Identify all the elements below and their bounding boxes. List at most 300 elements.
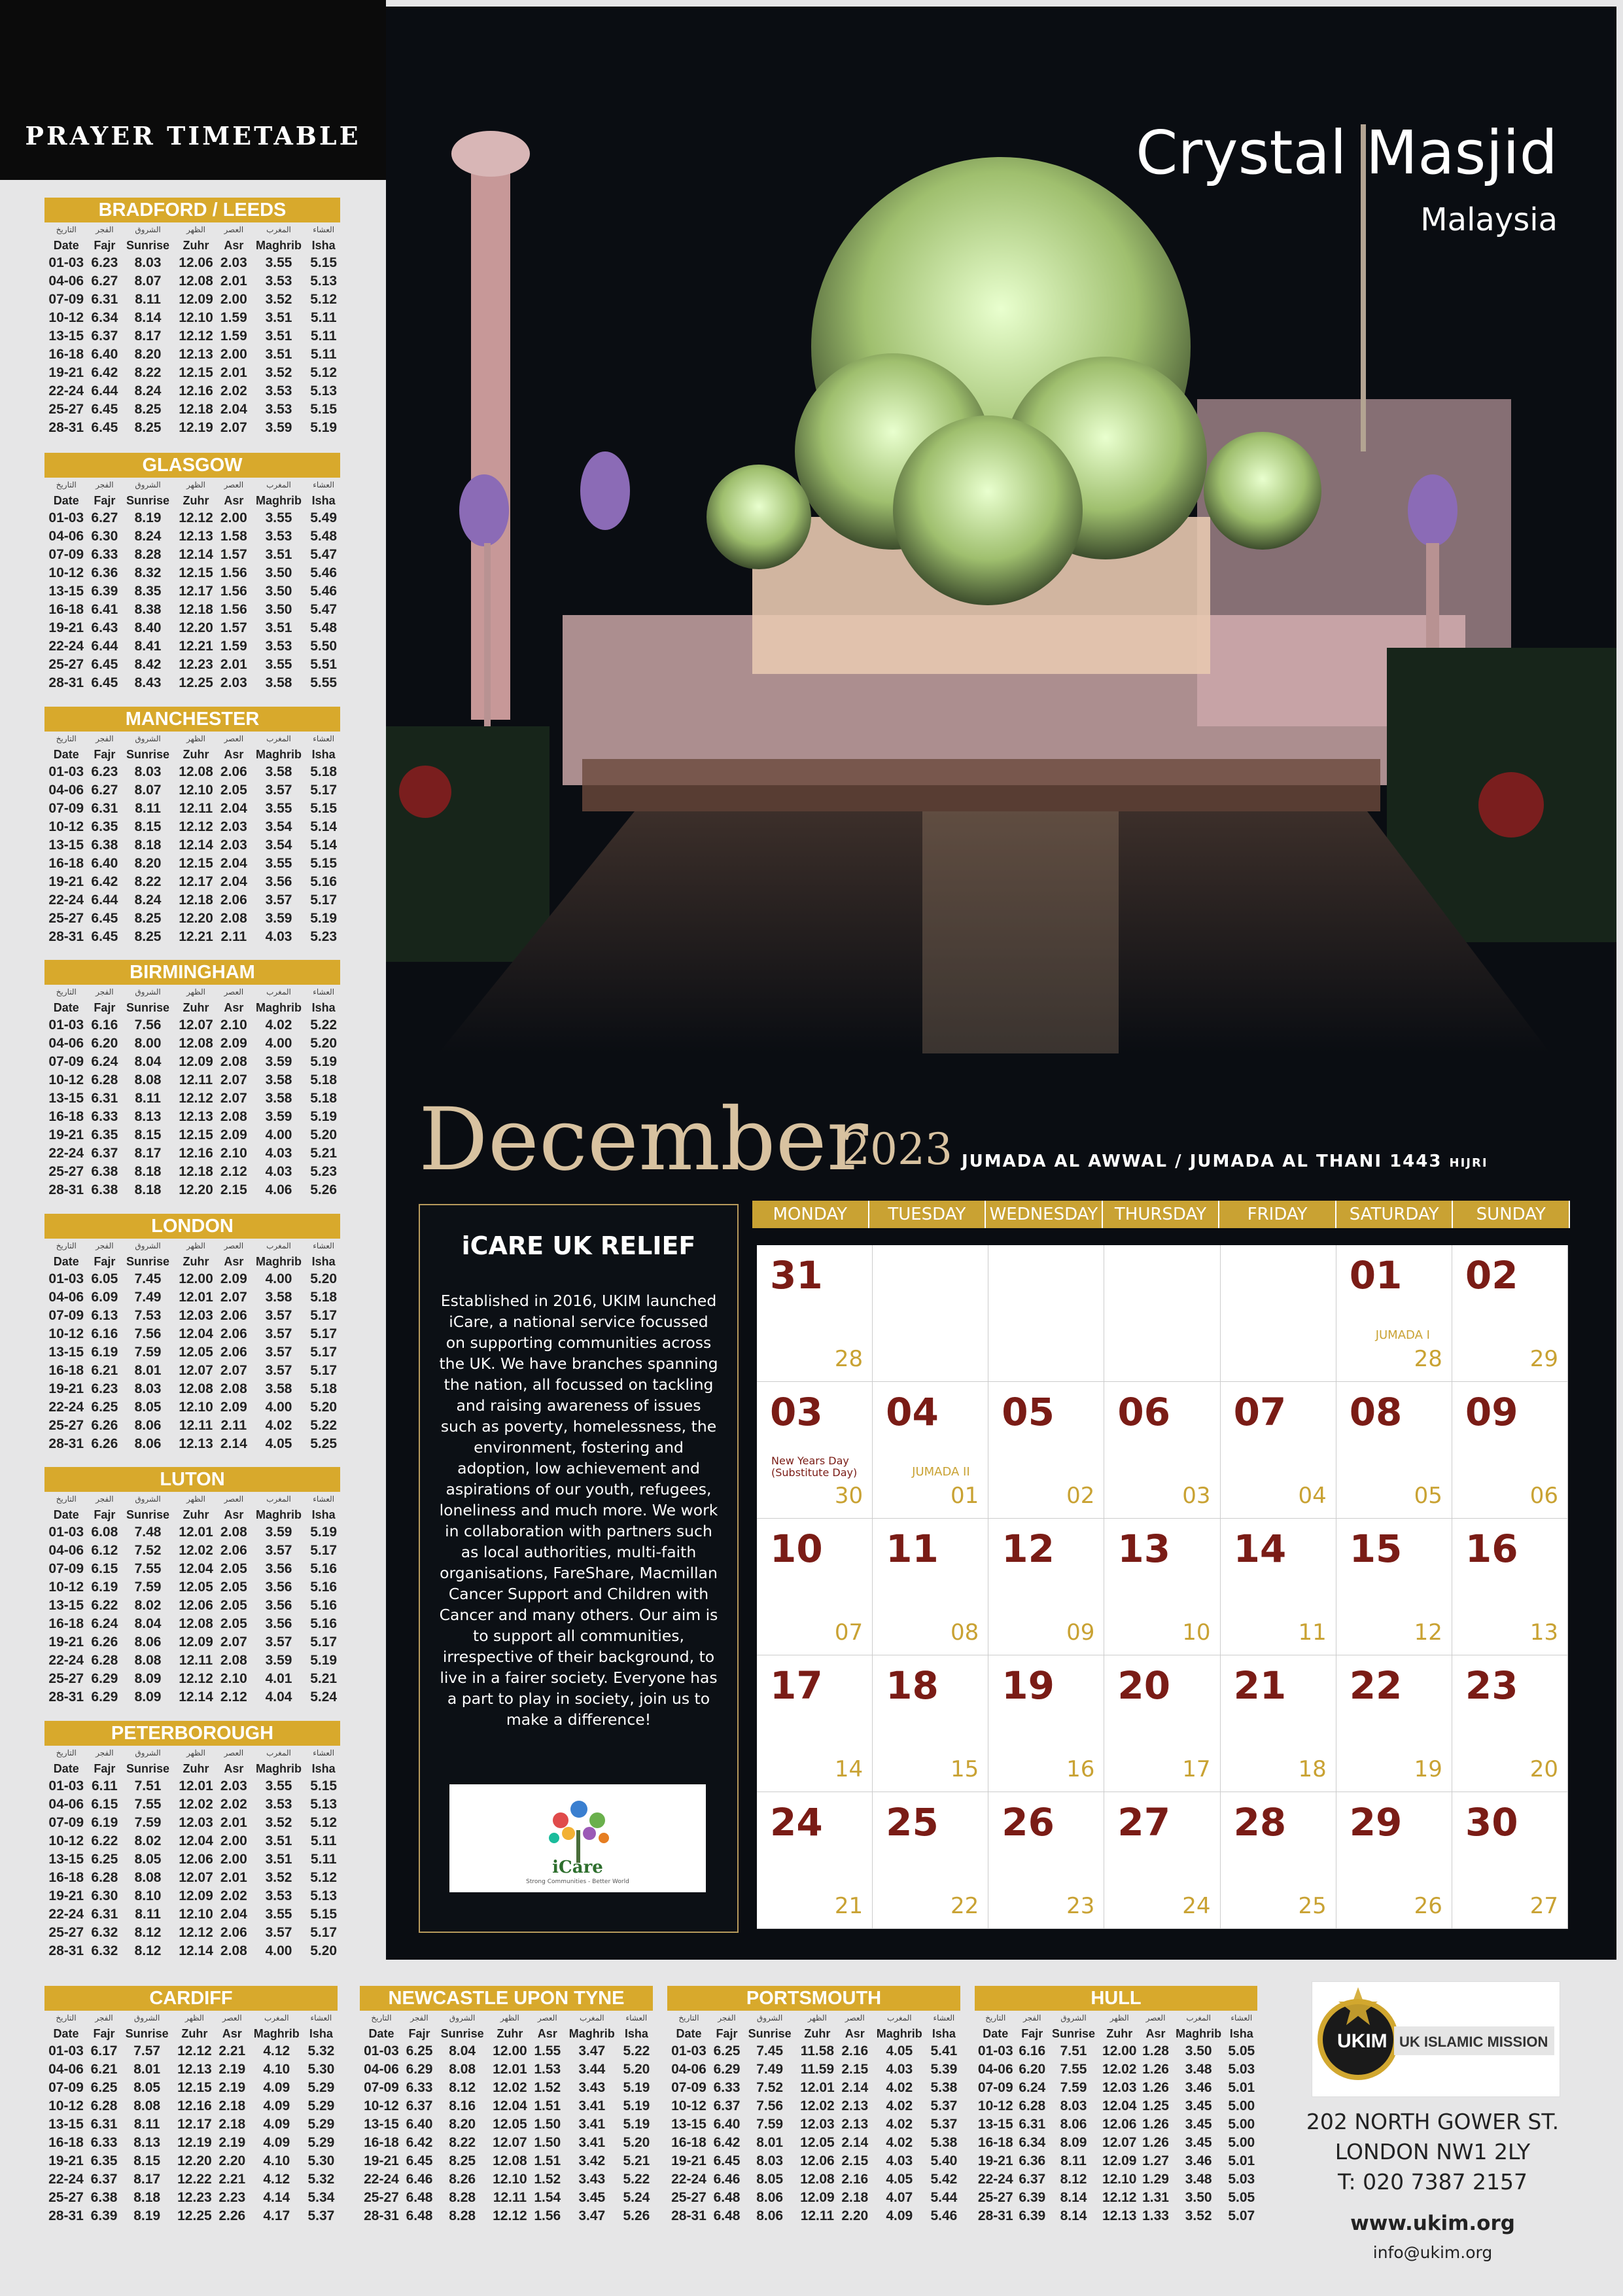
table-row: [44, 1126, 340, 1144]
arabic-column-header: الشروق: [135, 480, 161, 489]
calendar-day-cell: [1104, 1382, 1220, 1519]
city-name: NEWCASTLE UPON TYNE: [360, 1986, 653, 2011]
hijri-date: 15: [951, 1756, 979, 1782]
table-cell: 4.10: [263, 2062, 290, 2077]
table-row: [975, 2079, 1257, 2097]
column-header: Fajr: [94, 1762, 116, 1775]
prayer-times-table: [44, 222, 340, 437]
hijri-months-text: JUMADA AL AWWAL / JUMADA AL THANI 1443: [962, 1152, 1442, 1171]
hijri-month-label: JUMADA II: [912, 1465, 970, 1479]
column-header: Date: [53, 1508, 79, 1521]
table-row: [360, 2042, 653, 2060]
table-cell: 2.06: [220, 1345, 247, 1360]
table-cell: 22-24: [48, 1907, 84, 1922]
table-cell: 6.38: [91, 1182, 118, 1197]
table-cell: 12.11: [179, 1418, 213, 1433]
table-cell: 2.03: [220, 819, 247, 834]
table-cell: 5.18: [310, 764, 338, 779]
table-cell: 28-31: [48, 675, 84, 690]
table-cell: 12.25: [179, 675, 213, 690]
table-cell: 12.12: [179, 1925, 213, 1940]
table-cell: 2.18: [218, 2098, 246, 2113]
calendar-day-cell: [1336, 1519, 1452, 1655]
table-cell: 12.12: [177, 2043, 212, 2058]
table-row: [44, 364, 340, 382]
table-cell: 5.51: [310, 657, 338, 672]
table-cell: 1.56: [534, 2208, 561, 2223]
table-cell: 2.06: [220, 764, 247, 779]
table-cell: 5.32: [307, 2172, 335, 2187]
table-cell: 12.09: [179, 292, 213, 307]
table-cell: 22-24: [48, 2172, 84, 2187]
table-cell: 2.20: [218, 2153, 246, 2168]
ukim-mark-text: UKIM: [1337, 2030, 1387, 2052]
table-cell: 5.41: [930, 2043, 958, 2058]
table-cell: 12.02: [493, 2080, 527, 2095]
hijri-date: 28: [834, 1346, 864, 1372]
table-cell: 8.12: [1060, 2172, 1087, 2187]
table-row: [44, 1832, 340, 1850]
column-header: Zuhr: [1106, 2027, 1133, 2040]
table-cell: 4.04: [265, 1689, 292, 1704]
table-cell: 4.00: [265, 1127, 292, 1142]
table-cell: 2.08: [220, 1653, 247, 1668]
city-name: GLASGOW: [44, 453, 340, 478]
table-cell: 6.44: [91, 639, 118, 654]
table-cell: 4.06: [265, 1182, 292, 1197]
table-cell: 1.28: [1142, 2043, 1169, 2058]
city-timetable: [44, 1467, 340, 1706]
table-cell: 12.13: [179, 529, 213, 544]
table-cell: 1.57: [220, 547, 247, 562]
table-cell: 5.20: [310, 1036, 338, 1051]
table-row: [44, 1651, 340, 1670]
table-row: [975, 2134, 1257, 2152]
table-cell: 6.48: [406, 2190, 433, 2205]
table-cell: 2.13: [841, 2098, 869, 2113]
weekday-friday: FRIDAY: [1219, 1201, 1336, 1228]
table-cell: 7.59: [134, 1815, 162, 1830]
gregorian-date: 20: [1117, 1663, 1171, 1708]
table-cell: 6.48: [713, 2208, 741, 2223]
table-row: [44, 1633, 340, 1651]
table-cell: 12.09: [179, 1634, 213, 1650]
table-cell: 4.05: [265, 1436, 292, 1451]
table-cell: 2.08: [220, 1381, 247, 1396]
column-header: Zuhr: [183, 1001, 209, 1014]
table-cell: 6.23: [91, 255, 118, 270]
prayer-times-table: [975, 2011, 1257, 2225]
table-cell: 6.08: [91, 1525, 118, 1540]
arabic-column-header: الشروق: [1060, 2013, 1087, 2022]
table-cell: 6.33: [713, 2080, 741, 2095]
table-cell: 1.25: [1142, 2098, 1169, 2113]
table-cell: 2.05: [220, 1561, 247, 1576]
ukim-logo-text: UK ISLAMIC MISSION: [1399, 2034, 1548, 2050]
table-row: [975, 2115, 1257, 2134]
table-cell: 4.00: [265, 1271, 292, 1286]
calendar-day-cell: [873, 1382, 988, 1519]
table-row: [975, 2207, 1257, 2225]
table-cell: 8.22: [134, 874, 162, 889]
table-cell: 8.08: [134, 1653, 162, 1668]
table-cell: 13-15: [48, 584, 84, 599]
table-cell: 3.59: [265, 420, 292, 435]
column-header: Sunrise: [126, 748, 170, 761]
table-cell: 2.19: [218, 2062, 246, 2077]
column-header: Fajr: [94, 239, 116, 252]
table-cell: 8.18: [134, 1164, 162, 1179]
table-cell: 6.39: [90, 2208, 118, 2223]
table-cell: 5.13: [310, 274, 338, 289]
table-row: [44, 309, 340, 327]
table-cell: 12.10: [179, 1400, 213, 1415]
table-cell: 2.06: [220, 892, 247, 908]
table-cell: 5.19: [623, 2117, 650, 2132]
table-cell: 07-09: [48, 1054, 84, 1069]
table-cell: 2.15: [841, 2153, 869, 2168]
table-cell: 6.35: [91, 1127, 118, 1142]
table-cell: 4.03: [886, 2153, 913, 2168]
table-cell: 12.00: [493, 2043, 527, 2058]
arabic-column-header: التاريخ: [56, 987, 77, 997]
table-cell: 5.29: [307, 2117, 335, 2132]
table-cell: 10-12: [48, 1580, 84, 1595]
table-cell: 3.48: [1185, 2172, 1212, 2187]
table-cell: 4.02: [886, 2080, 913, 2095]
table-cell: 5.46: [930, 2208, 958, 2223]
calendar-day-cell: [1221, 1382, 1336, 1519]
arabic-column-header: الفجر: [96, 734, 114, 743]
table-cell: 01-03: [48, 1778, 84, 1793]
table-cell: 7.59: [756, 2117, 784, 2132]
column-header: Date: [983, 2027, 1009, 2040]
table-cell: 8.20: [449, 2117, 476, 2132]
prayer-times-table: [360, 2011, 653, 2225]
column-header: Zuhr: [497, 2027, 523, 2040]
table-cell: 16-18: [977, 2135, 1013, 2150]
table-cell: 1.26: [1142, 2135, 1169, 2150]
table-cell: 6.33: [90, 2135, 118, 2150]
table-cell: 7.49: [134, 1290, 162, 1305]
table-cell: 10-12: [671, 2098, 707, 2113]
table-cell: 6.21: [90, 2062, 118, 2077]
table-cell: 12.07: [179, 1363, 213, 1378]
table-cell: 7.49: [756, 2062, 784, 2077]
table-cell: 2.16: [841, 2043, 869, 2058]
table-row: [44, 1542, 340, 1560]
table-cell: 13-15: [48, 328, 84, 344]
table-cell: 10-12: [48, 310, 84, 325]
calendar-day-cell: [1221, 1655, 1336, 1792]
table-cell: 4.00: [265, 1036, 292, 1051]
table-cell: 28-31: [364, 2208, 399, 2223]
table-cell: 3.57: [265, 892, 292, 908]
table-cell: 19-21: [48, 1127, 84, 1142]
arabic-column-header: العصر: [224, 1494, 244, 1504]
table-row: [44, 800, 340, 818]
arabic-column-header: المغرب: [1186, 2013, 1211, 2022]
table-cell: 5.22: [310, 1418, 338, 1433]
table-cell: 3.56: [265, 1580, 292, 1595]
table-cell: 12.01: [179, 1778, 213, 1793]
table-cell: 12.02: [179, 1797, 213, 1812]
table-cell: 2.02: [220, 1797, 247, 1812]
table-cell: 04-06: [48, 1290, 84, 1305]
table-cell: 12.00: [1102, 2043, 1137, 2058]
column-header: Zuhr: [183, 1508, 209, 1521]
column-header: Zuhr: [183, 494, 209, 507]
table-row: [44, 674, 340, 692]
table-cell: 8.08: [134, 1072, 162, 1087]
arabic-column-header: الظهر: [186, 1494, 205, 1504]
table-cell: 25-27: [364, 2190, 399, 2205]
table-cell: 5.14: [310, 838, 338, 853]
arabic-column-header: العصر: [224, 987, 244, 997]
table-cell: 12.10: [179, 310, 213, 325]
arabic-column-header: التاريخ: [371, 2013, 392, 2022]
table-row: [44, 1016, 340, 1034]
table-cell: 12.08: [179, 274, 213, 289]
table-cell: 6.28: [91, 1653, 118, 1668]
table-cell: 8.35: [134, 584, 162, 599]
table-cell: 5.42: [930, 2172, 958, 2187]
table-cell: 5.24: [623, 2190, 650, 2205]
table-cell: 6.16: [1019, 2043, 1046, 2058]
table-cell: 16-18: [48, 1616, 84, 1631]
column-header: Maghrib: [256, 1762, 302, 1775]
arabic-column-header: التاريخ: [56, 225, 77, 234]
calendar-day-cell: [757, 1655, 873, 1792]
table-row: [44, 873, 340, 891]
arabic-column-header: المغرب: [579, 2013, 604, 2022]
hijri-date: 08: [951, 1619, 979, 1646]
table-cell: 19-21: [48, 2153, 84, 2168]
table-row: [44, 1343, 340, 1362]
table-cell: 3.55: [265, 510, 292, 525]
table-cell: 8.12: [449, 2080, 476, 2095]
gregorian-date: 26: [1002, 1800, 1055, 1845]
table-cell: 5.19: [623, 2080, 650, 2095]
table-cell: 5.30: [307, 2153, 335, 2168]
table-row: [44, 1071, 340, 1089]
calendar-day-cell: [1336, 1245, 1452, 1382]
arabic-column-header: العشاء: [313, 225, 335, 234]
table-cell: 13-15: [48, 1091, 84, 1106]
table-cell: 3.52: [265, 1870, 292, 1885]
table-cell: 12.04: [493, 2098, 527, 2113]
table-cell: 13-15: [48, 2117, 84, 2132]
column-header: Date: [53, 1255, 79, 1268]
table-row: [667, 2207, 960, 2225]
table-cell: 2.10: [220, 1146, 247, 1161]
table-cell: 12.07: [179, 1870, 213, 1885]
table-cell: 6.11: [91, 1778, 118, 1793]
table-cell: 12.20: [179, 911, 213, 926]
table-cell: 6.44: [91, 892, 118, 908]
table-cell: 12.12: [179, 1671, 213, 1686]
email-link[interactable]: info@ukim.org: [1372, 2243, 1493, 2262]
arabic-column-header: الفجر: [718, 2013, 736, 2022]
table-cell: 8.02: [134, 1833, 162, 1848]
column-header: Sunrise: [126, 494, 170, 507]
table-cell: 8.05: [134, 1400, 162, 1415]
table-cell: 12.15: [179, 365, 213, 380]
table-cell: 12.05: [493, 2117, 527, 2132]
weekday-monday: MONDAY: [752, 1201, 869, 1228]
table-cell: 8.25: [449, 2153, 476, 2168]
table-cell: 01-03: [48, 255, 84, 270]
table-cell: 5.22: [623, 2043, 650, 2058]
table-cell: 6.31: [91, 801, 118, 816]
table-row: [44, 1523, 340, 1542]
table-cell: 6.25: [91, 1852, 118, 1867]
table-cell: 12.13: [179, 1109, 213, 1124]
table-cell: 2.14: [841, 2080, 869, 2095]
table-cell: 3.47: [578, 2043, 606, 2058]
gregorian-date: 07: [1233, 1390, 1287, 1434]
table-cell: 2.07: [220, 1634, 247, 1650]
table-cell: 2.21: [218, 2043, 246, 2058]
table-cell: 4.03: [265, 1146, 292, 1161]
table-cell: 04-06: [48, 274, 84, 289]
table-cell: 2.15: [841, 2062, 869, 2077]
table-row: [44, 1924, 340, 1942]
table-cell: 2.21: [218, 2172, 246, 2187]
table-cell: 8.13: [133, 2135, 161, 2150]
relief-body: Established in 2016, UKIM launched iCare, a national service focussed on supporting communities across the UK. We have branches spanning the nation, all focussed on tackling and raising awareness of issues such as poverty, homelessness, the environment, fostering and adoption, low achievement and aspirations of our youth, refugees, loneliness and much more. We work in collaboration with partners such as local authorities, multi-faith organisations, FareShare, Macmillan Cancer Support and Children with Cancer and many others. Our aim is to support all communities, irrespective of their background, to live in a fairer society. Everyone has a part to play in society, join us to make a difference!: [439, 1292, 718, 1729]
table-cell: 5.47: [310, 547, 338, 562]
column-header: Sunrise: [125, 2027, 169, 2040]
table-cell: 6.17: [90, 2043, 118, 2058]
table-cell: 8.00: [134, 1036, 162, 1051]
table-cell: 8.07: [134, 274, 162, 289]
table-row: [44, 291, 340, 309]
table-row: [360, 2060, 653, 2079]
table-cell: 4.14: [263, 2190, 290, 2205]
table-cell: 6.33: [406, 2080, 433, 2095]
table-cell: 19-21: [48, 620, 84, 635]
table-row: [44, 601, 340, 619]
table-cell: 12.08: [179, 764, 213, 779]
arabic-column-header: الظهر: [186, 480, 205, 489]
table-row: [44, 2207, 338, 2225]
address-line-1: 202 NORTH GOWER ST.: [1306, 2109, 1560, 2134]
table-cell: 5.01: [1228, 2080, 1255, 2095]
table-cell: 5.15: [310, 255, 338, 270]
table-cell: 2.07: [220, 420, 247, 435]
table-cell: 8.11: [135, 801, 161, 816]
table-cell: 6.40: [406, 2117, 433, 2132]
table-cell: 3.56: [265, 1561, 292, 1576]
table-cell: 12.14: [179, 547, 213, 562]
table-cell: 8.04: [134, 1054, 162, 1069]
table-row: [360, 2079, 653, 2097]
table-cell: 4.02: [265, 1418, 292, 1433]
table-cell: 3.55: [265, 1907, 292, 1922]
table-row: [44, 637, 340, 656]
arabic-column-header: التاريخ: [56, 734, 77, 743]
table-cell: 2.04: [220, 874, 247, 889]
table-cell: 6.42: [406, 2135, 433, 2150]
table-cell: 5.18: [310, 1091, 338, 1106]
table-cell: 2.01: [220, 365, 247, 380]
table-cell: 12.12: [493, 2208, 527, 2223]
table-cell: 12.01: [179, 1525, 213, 1540]
table-cell: 07-09: [671, 2080, 707, 2095]
table-cell: 6.31: [91, 1091, 118, 1106]
table-cell: 5.14: [310, 819, 338, 834]
table-row: [44, 836, 340, 855]
table-cell: 12.20: [179, 1182, 213, 1197]
table-cell: 8.01: [134, 1363, 162, 1378]
column-header: Date: [53, 748, 79, 761]
hijri-date: 02: [1066, 1483, 1095, 1509]
table-row: [44, 1688, 340, 1706]
table-cell: 4.10: [263, 2153, 290, 2168]
column-header: Sunrise: [1052, 2027, 1096, 2040]
table-cell: 12.05: [179, 1345, 213, 1360]
calendar-day-cell: [873, 1245, 988, 1382]
table-cell: 2.00: [220, 1833, 247, 1848]
table-row: [667, 2152, 960, 2170]
calendar-day-cell: [988, 1245, 1104, 1382]
calendar-day-cell: [1221, 1792, 1336, 1929]
gregorian-date: 25: [886, 1800, 939, 1845]
hijri-date: 03: [1182, 1483, 1211, 1509]
table-cell: 8.19: [134, 510, 162, 525]
arabic-column-header: العصر: [1145, 2013, 1166, 2022]
table-cell: 13-15: [364, 2117, 399, 2132]
hero-subtitle: Malaysia: [1420, 202, 1558, 238]
table-cell: 3.53: [265, 402, 292, 417]
table-cell: 8.28: [449, 2208, 476, 2223]
table-cell: 5.17: [310, 1634, 338, 1650]
table-row: [975, 2189, 1257, 2207]
arabic-column-header: العصر: [224, 225, 244, 234]
table-cell: 28-31: [977, 2208, 1013, 2223]
table-cell: 3.53: [265, 1888, 292, 1903]
weekday-sunday: SUNDAY: [1453, 1201, 1570, 1228]
table-cell: 12.17: [179, 584, 213, 599]
table-row: [44, 781, 340, 800]
table-cell: 22-24: [671, 2172, 707, 2187]
table-row: [44, 1905, 340, 1924]
table-cell: 5.29: [307, 2135, 335, 2150]
table-cell: 1.59: [220, 639, 247, 654]
table-cell: 07-09: [48, 1308, 84, 1323]
website-link[interactable]: www.ukim.org: [1350, 2212, 1515, 2235]
table-cell: 1.26: [1142, 2117, 1169, 2132]
table-cell: 2.06: [220, 1308, 247, 1323]
table-cell: 2.04: [220, 801, 247, 816]
column-header: Zuhr: [183, 1255, 209, 1268]
table-cell: 8.28: [134, 547, 162, 562]
table-cell: 7.57: [133, 2043, 161, 2058]
column-header: Maghrib: [256, 494, 302, 507]
table-cell: 4.03: [265, 1164, 292, 1179]
table-cell: 12.16: [179, 383, 213, 398]
table-cell: 6.25: [406, 2043, 433, 2058]
table-cell: 6.16: [91, 1017, 118, 1033]
table-cell: 12.21: [179, 929, 213, 944]
table-cell: 12.14: [179, 1943, 213, 1958]
table-cell: 5.05: [1228, 2190, 1255, 2205]
table-cell: 6.30: [91, 529, 118, 544]
table-cell: 8.09: [134, 1689, 162, 1704]
table-cell: 5.20: [310, 1943, 338, 1958]
table-cell: 5.17: [310, 1543, 338, 1558]
